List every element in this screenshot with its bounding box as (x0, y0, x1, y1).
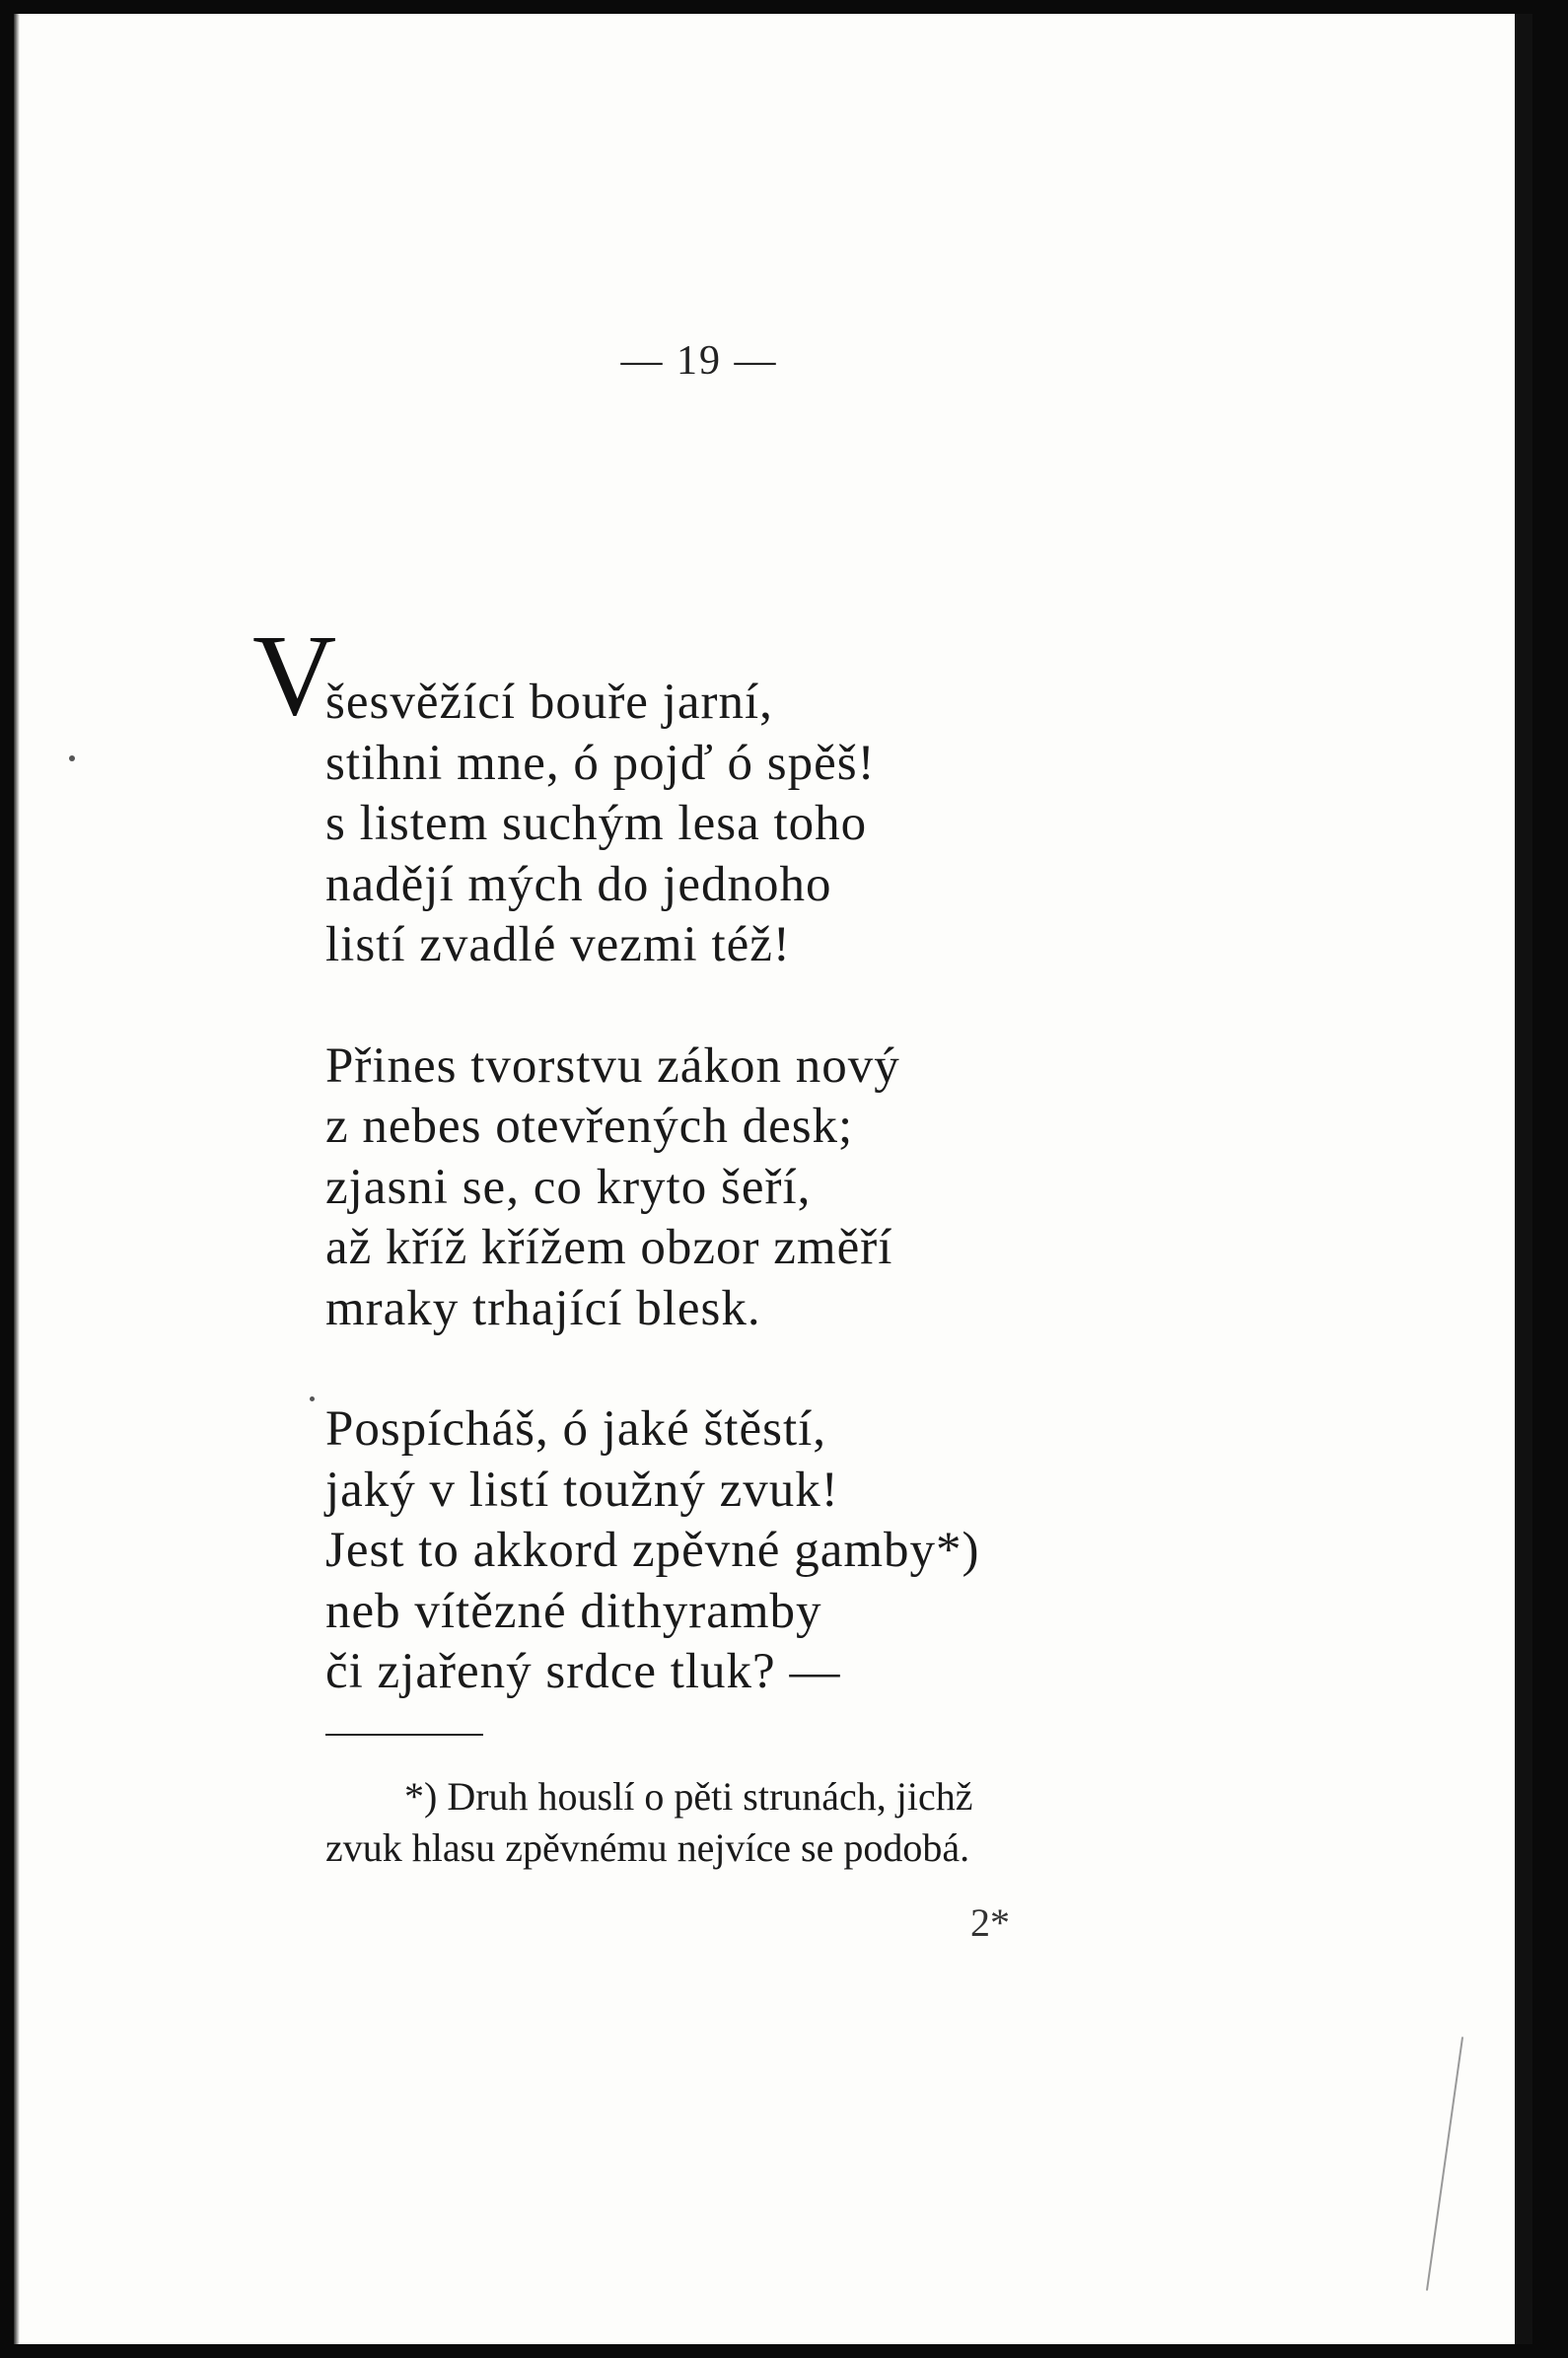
footnote-line: *) Druh houslí o pěti strunách, jichž (404, 1774, 973, 1819)
paper-speck (310, 1396, 315, 1401)
footnote-line: zvuk hlasu zpěvnému nejvíce se podobá. (325, 1825, 970, 1870)
poem-line: jaký v listí toužný zvuk! (325, 1462, 839, 1518)
drop-cap-initial: V (252, 610, 337, 740)
poem-line: až kříž křížem obzor změří (325, 1220, 893, 1275)
poem-line: stihni mne, ó pojď ó spěš! (325, 735, 876, 791)
book-page (14, 14, 1532, 2344)
poem-line: nadějí mých do jednoho (325, 856, 832, 912)
printer-signature-mark: 2* (970, 1900, 1010, 1945)
paper-speck (1426, 2036, 1463, 2291)
poem-line: Přines tvorstvu zákon nový (325, 1037, 900, 1094)
poem-line: listí zvadlé vezmi též! (325, 917, 791, 972)
poem-line: šesvěžící bouře jarní, (325, 675, 773, 730)
poem-line: Jest to akkord zpěvné gamby*) (325, 1523, 980, 1578)
stanza-3 (325, 1399, 980, 1703)
poem-line: mraky trhající blesk. (325, 1280, 761, 1336)
poem-line: Pospícháš, ó jaké štěstí, (325, 1401, 827, 1457)
poem-line: či zjařený srdce tluk? — (325, 1644, 841, 1699)
poem-line: neb vítězné dithyramby (325, 1583, 822, 1639)
paper-speck (69, 755, 75, 761)
poem-line: s listem suchým lesa toho (325, 796, 868, 851)
footnote (325, 1771, 1213, 1874)
stanza-1 (325, 673, 980, 976)
footnote-separator (325, 1734, 483, 1736)
poem (325, 673, 980, 1763)
page-number: — 19 — (620, 338, 778, 384)
poem-line: z nebes otevřených desk; (325, 1099, 854, 1154)
poem-line: zjasni se, co kryto šeří, (325, 1159, 812, 1215)
stanza-2 (325, 1036, 980, 1340)
